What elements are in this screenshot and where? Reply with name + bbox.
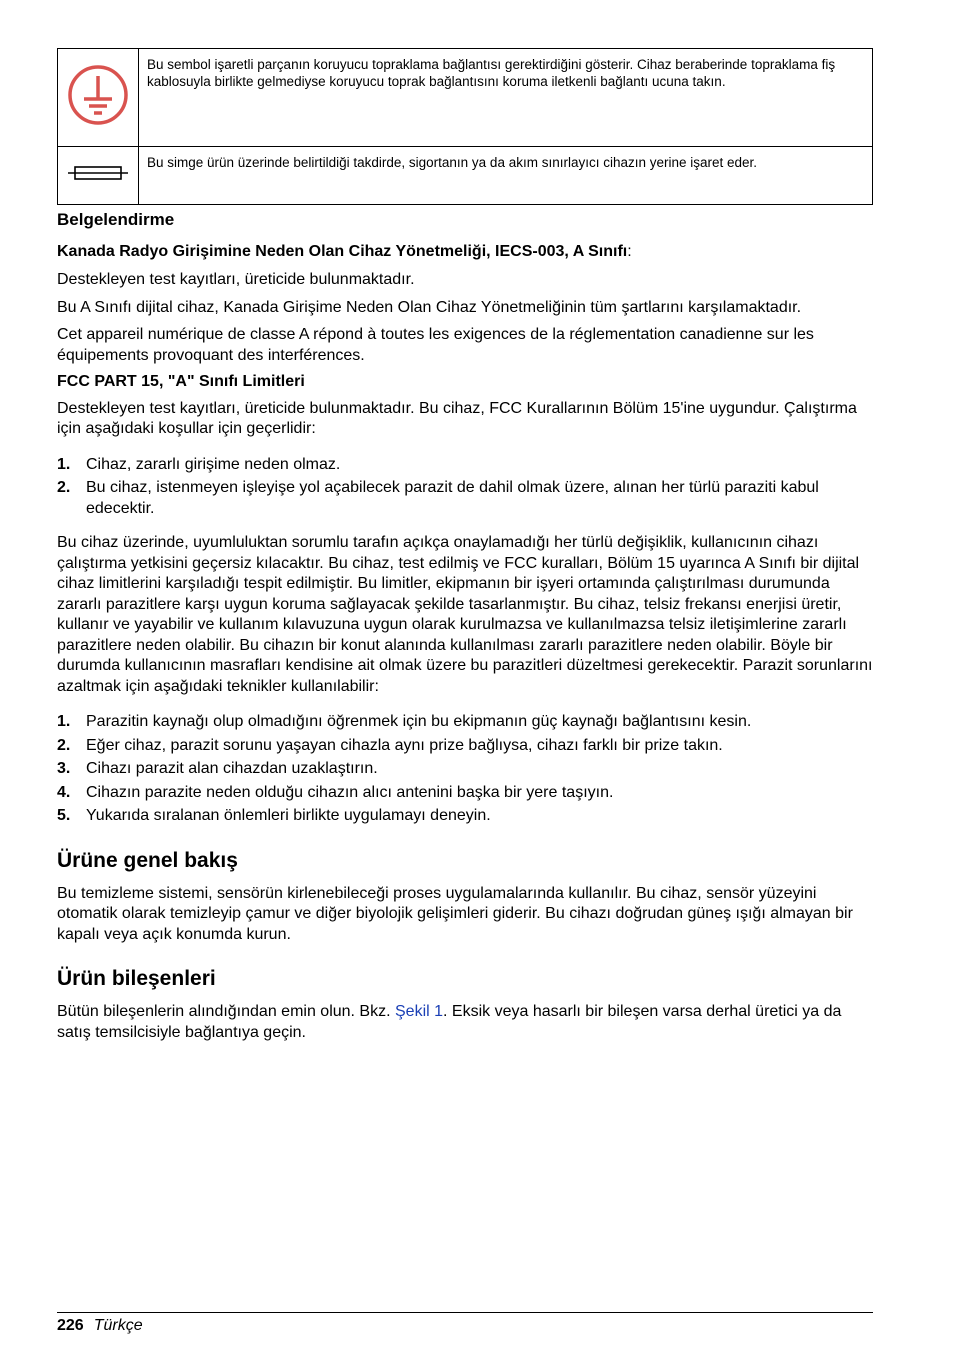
figure-link[interactable]: Şekil 1 <box>395 1003 444 1020</box>
list-number: 3. <box>57 760 71 777</box>
list-item <box>57 455 873 476</box>
symbol-row <box>58 49 873 147</box>
list-item <box>57 736 873 757</box>
list-text: Yukarıda sıralanan önlemleri birlikte uygulamayı deneyin. <box>86 807 491 824</box>
list-number: 5. <box>57 807 71 824</box>
page-number: 226 <box>57 1317 84 1334</box>
symbol-icon-cell <box>58 147 139 205</box>
list-item <box>57 806 873 827</box>
paragraph <box>57 1002 873 1043</box>
section-heading-overview: Ürüne genel bakış <box>57 848 238 872</box>
fuse-icon <box>66 163 130 183</box>
list-number: 1. <box>57 455 71 473</box>
main-content <box>57 210 873 1043</box>
symbol-description: Bu simge ürün üzerinde belirtildiği takdirde, sigortanın ya da akım sınırlayıcı cihazın yerine işaret eder. <box>139 147 873 205</box>
section-heading-components: Ürün bileşenleri <box>57 967 216 990</box>
list-text: Parazitin kaynağı olup olmadığını öğrenmek için bu ekipmanın güç kaynağı bağlantısını kesin. <box>86 713 752 730</box>
list-text: Cihazın parazite neden olduğu cihazın alıcı antenini başka bir yere taşıyın. <box>86 783 614 801</box>
list-item <box>57 712 873 733</box>
footer-language: Türkçe <box>93 1317 143 1334</box>
fcc-title: FCC PART 15, "A" Sınıfı Limitleri <box>57 373 305 390</box>
canada-regulation-title-colon: : <box>627 242 632 260</box>
components-text-before: Bütün bileşenlerin alındığından emin olun. Bkz. <box>57 1003 395 1020</box>
techniques-list <box>57 712 873 827</box>
list-item <box>57 759 873 780</box>
symbol-row <box>58 147 873 205</box>
list-number: 2. <box>57 736 71 754</box>
protective-earth-ground-icon <box>66 63 130 127</box>
paragraph: Destekleyen test kayıtları, üreticide bulunmaktadır. Bu cihaz, FCC Kurallarının Bölüm 15'ine uygundur. Çalıştırma için aşağıdaki koşullar için geçerlidir: <box>57 399 857 437</box>
list-number: 2. <box>57 479 71 496</box>
paragraph: Bu cihaz üzerinde, uyumluluktan sorumlu tarafın açıkça onaylamadığı her türlü değişiklik, kullanıcının cihazı çalıştırma yetkisini geçersiz kılacaktır. Bu cihaz, test edilmiş ve FCC kuralları, Bölüm 15 uyarınca A Sınıfı bir dijital cihaz limitlerini karşıladığı tespit edilmiştir. Bu limitler, ekipmanın bir işyeri ortamında çalıştırılması durumunda zararlı parazitlere karşı uygun koruma sağlayacak şekilde tasarlanmıştır. Bu cihaz, telsiz frekansı enerjisi üretir, kullanır ve yayabilir ve kullanım kılavuzuna uygun olarak kurulmazsa ve kullanılmazsa telsiz iletişimlerine zararlı parazitlere neden olabilir. Bu cihazın bir konut alanında kullanılması zararlı parazitlere neden olabilir. Böyle bir durumda kullanıcının masrafları kendisine ait olmak üzere bu parazitleri düzeltmesi gerekecektir. Parazit sorunlarını azaltmak için aşağıdaki teknikler kullanılabilir: <box>57 534 873 695</box>
components-text-after: . Eksik veya hasarlı bir bileşen varsa derhal üretici ya da satış temsilcisiyle bağlantıya geçin. <box>57 1003 842 1041</box>
list-item <box>57 783 873 804</box>
paragraph: Cet appareil numérique de classe A répond à toutes les exigences de la réglementation canadienne sur les équipements provoquant des interférences. <box>57 326 814 364</box>
conditions-list <box>57 455 873 520</box>
symbol-description: Bu sembol işaretli parçanın koruyucu topraklama bağlantısı gerektirdiğini gösterir. Cihaz beraberinde topraklama fiş kablosuyla birlikte gelmediyse koruyucu toprak bağlantısını koruma iletkenli bağlantı ucuna takın. <box>139 49 873 147</box>
list-item <box>57 478 873 519</box>
canada-regulation-title <box>57 242 873 263</box>
list-text: Cihaz, zararlı girişime neden olmaz. <box>86 455 341 473</box>
list-number: 1. <box>57 713 71 730</box>
paragraph: Bu A Sınıfı dijital cihaz, Kanada Girişime Neden Olan Cihaz Yönetmeliğinin tüm şartlarını karşılamaktadır. <box>57 298 802 316</box>
list-text: Bu cihaz, istenmeyen işleyişe yol açabilecek parazit de dahil olmak üzere, alınan her türlü paraziti kabul edecektir. <box>86 479 819 517</box>
symbol-icon-cell <box>58 49 139 147</box>
paragraph: Bu temizleme sistemi, sensörün kirlenebileceği proses uygulamalarında kullanılır. Bu cihaz, sensör yüzeyini otomatik olarak temizleyip çamur ve diğer biyolojik gelişimleri giderir. Bu cihazı doğrudan güneş ışığı almayan bir kapalı veya açık konumda kurun. <box>57 884 853 943</box>
list-text: Eğer cihaz, parazit sorunu yaşayan cihazla aynı prize bağlıysa, cihazı farklı bir prize takın. <box>86 736 723 754</box>
paragraph: Destekleyen test kayıtları, üreticide bulunmaktadır. <box>57 271 415 288</box>
list-number: 4. <box>57 783 71 801</box>
canada-regulation-title-bold: Kanada Radyo Girişimine Neden Olan Cihaz Yönetmeliği, IECS-003, A Sınıfı <box>57 242 628 260</box>
page-footer <box>57 1312 873 1335</box>
symbol-table <box>57 48 873 205</box>
list-text: Cihazı parazit alan cihazdan uzaklaştırın. <box>86 760 378 777</box>
section-heading-certification: Belgelendirme <box>57 210 175 229</box>
